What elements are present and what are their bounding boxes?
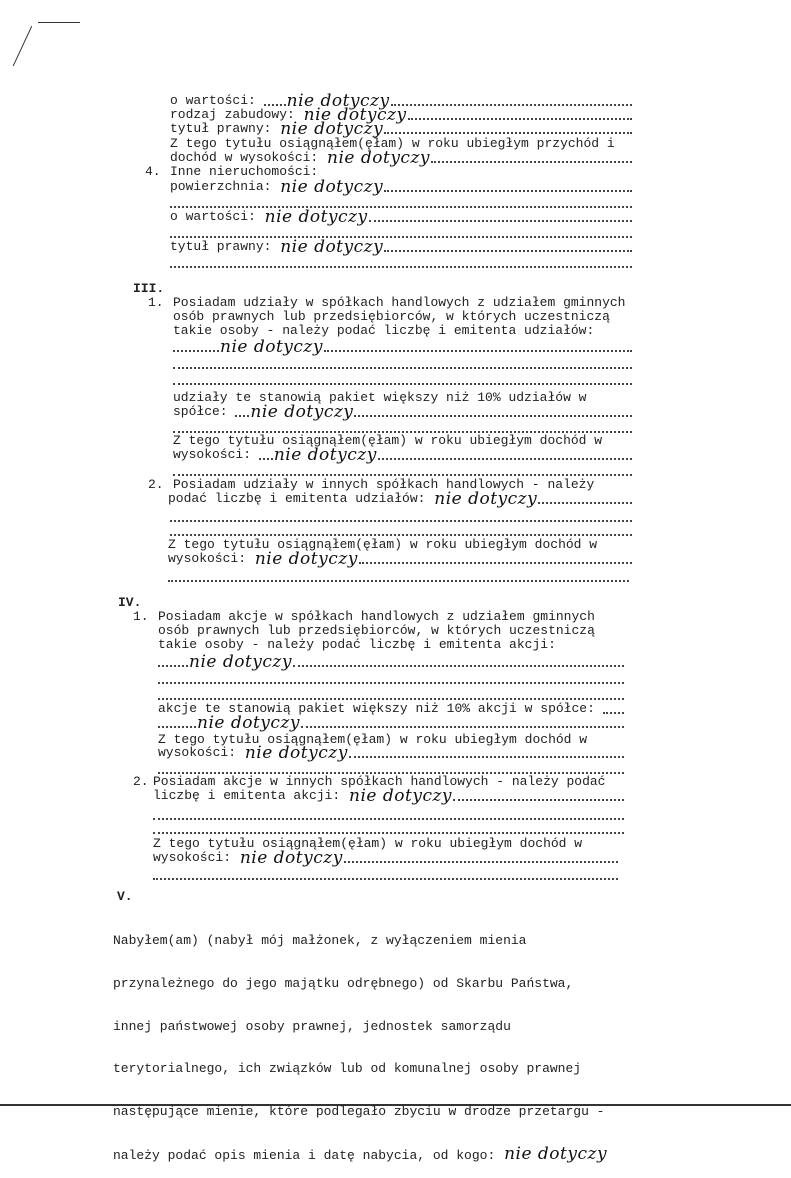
item-number: 2. xyxy=(148,477,164,492)
dotted-line xyxy=(173,373,632,387)
section-heading-iv: IV. xyxy=(118,595,142,610)
static-text: akcje te stanowią pakiet większy niż 10% akcji w spółce: xyxy=(158,701,603,716)
static-text: Posiadam akcje w innych spółkach handlowych - należy podać xyxy=(153,774,606,789)
static-text: Posiadam akcje w spółkach handlowych z udziałem gminnych xyxy=(158,609,595,624)
income-field xyxy=(158,743,624,763)
item-number: 4. xyxy=(145,164,161,179)
handwritten-answer: nie dotyczy xyxy=(220,337,323,357)
building-type-field xyxy=(170,105,632,125)
handwritten-answer: nie dotyczy xyxy=(197,713,300,733)
field-label: o wartości: xyxy=(170,93,264,108)
dotted-line xyxy=(173,357,632,371)
value-field-2 xyxy=(170,207,632,227)
scan-corner-line xyxy=(13,26,33,66)
other-shares-field xyxy=(153,786,624,806)
handwritten-answer: nie dotyczy xyxy=(504,1144,608,1165)
static-text: Z tego tytułu osiągnąłem(ęłam) w roku ubiegłym przychód i xyxy=(170,136,615,151)
handwritten-answer: nie dotyczy xyxy=(349,786,453,806)
handwritten-answer: nie dotyczy xyxy=(254,549,358,569)
stake-field xyxy=(158,713,624,733)
static-text: Nabyłem(am) (nabył mój małżonek, z wyłączeniem mienia xyxy=(113,933,527,949)
legal-title-field-2 xyxy=(170,237,632,257)
dotted-line xyxy=(158,672,624,686)
static-text: Z tego tytułu osiągnąłem(ęłam) w roku ubiegłym dochód w xyxy=(173,433,603,448)
field-label: wysokości: xyxy=(158,745,244,760)
static-text: Posiadam udziały w spółkach handlowych z udziałem gminnych xyxy=(173,295,626,310)
area-field xyxy=(170,177,632,197)
dotted-line xyxy=(153,822,624,836)
handwritten-answer: nie dotyczy xyxy=(303,105,407,125)
static-text: udziały te stanowią pakiet większy niż 10% udziałów w xyxy=(173,390,587,405)
field-label: wysokości: xyxy=(168,551,254,566)
item-number: 2. xyxy=(133,774,149,789)
dotted-line xyxy=(158,688,624,702)
field-label: należy podać opis mienia i datę nabycia, od kogo: xyxy=(113,1148,504,1164)
handwritten-answer: nie dotyczy xyxy=(244,743,348,763)
income-field xyxy=(173,445,632,465)
static-text: przynależnego do jego majątku odrębnego) od Skarbu Państwa, xyxy=(113,976,574,992)
field-label: powierzchnia: xyxy=(170,179,280,194)
static-text: Posiadam udziały w innych spółkach handlowych - należy xyxy=(173,477,595,492)
handwritten-answer: nie dotyczy xyxy=(189,652,292,672)
shares-field xyxy=(158,652,624,672)
field-label: tytuł prawny: xyxy=(170,239,280,254)
acquisition-field xyxy=(113,1144,608,1165)
field-label: wysokości: xyxy=(153,850,239,865)
dotted-line xyxy=(170,196,632,210)
dotted-line xyxy=(168,570,629,584)
static-text: Z tego tytułu osiągnąłem(ęłam) w roku ubiegłym dochód w xyxy=(168,537,598,552)
dotted-line xyxy=(170,510,632,524)
scan-corner-line xyxy=(38,22,80,23)
handwritten-answer: nie dotyczy xyxy=(434,489,538,509)
item-number: 1. xyxy=(148,295,164,310)
section-heading-iii: III. xyxy=(133,281,165,296)
income-field xyxy=(170,148,632,168)
handwritten-answer: nie dotyczy xyxy=(286,91,390,111)
legal-title-field xyxy=(170,119,632,139)
static-text: Z tego tytułu osiągnąłem(ęłam) w roku ubiegłym dochód w xyxy=(158,732,588,747)
static-text: takie osoby - należy podać liczbę i emitenta udziałów: xyxy=(173,323,595,338)
static-text: Inne nieruchomości: xyxy=(170,164,319,179)
income-field xyxy=(168,549,632,569)
static-text: takie osoby - należy podać liczbę i emitenta akcji: xyxy=(158,637,556,652)
handwritten-answer: nie dotyczy xyxy=(327,148,431,168)
handwritten-answer: nie dotyczy xyxy=(273,445,377,465)
dotted-line xyxy=(170,256,632,270)
handwritten-answer: nie dotyczy xyxy=(280,177,384,197)
other-shares-field xyxy=(168,489,632,509)
dotted-line xyxy=(170,524,632,538)
handwritten-answer: nie dotyczy xyxy=(264,207,368,227)
static-text: innej państwowej osoby prawnej, jednostek samorządu xyxy=(113,1018,511,1034)
field-label: liczbę i emitenta akcji: xyxy=(153,788,349,803)
section-v-paragraph xyxy=(113,906,608,1178)
handwritten-answer: nie dotyczy xyxy=(280,119,384,139)
field-label: spółce: xyxy=(173,404,236,419)
shares-field xyxy=(173,337,632,357)
handwritten-answer: nie dotyczy xyxy=(239,848,343,868)
field-label: o wartości: xyxy=(170,209,264,224)
static-text: Z tego tytułu osiągnąłem(ęłam) w roku ubiegłym dochód w xyxy=(153,836,583,851)
section-heading-v: V. xyxy=(117,889,133,904)
dotted-line xyxy=(153,868,618,882)
static-text: osób prawnych lub przedsiębiorców, w których uczestniczą xyxy=(158,623,595,638)
dotted-line xyxy=(170,226,632,240)
field-label: dochód w wysokości: xyxy=(170,150,327,165)
dotted-line xyxy=(153,808,624,822)
static-text: osób prawnych lub przedsiębiorców, w których uczestniczą xyxy=(173,309,610,324)
income-field xyxy=(153,848,618,868)
item-number: 1. xyxy=(133,609,149,624)
stake-field xyxy=(173,402,632,422)
static-text: terytorialnego, ich związków lub od komunalnej osoby prawnej xyxy=(113,1061,582,1077)
handwritten-answer: nie dotyczy xyxy=(280,237,384,257)
field-label: rodzaj zabudowy: xyxy=(170,107,303,122)
static-text: następujące mienie, które podlegało zbyciu w drodze przetargu - xyxy=(113,1103,605,1119)
field-label: podać liczbę i emitenta udziałów: xyxy=(168,491,434,506)
handwritten-answer: nie dotyczy xyxy=(250,402,354,422)
field-label: wysokości: xyxy=(173,447,259,462)
dotted-line xyxy=(173,464,632,478)
field-label: tytuł prawny: xyxy=(170,121,280,136)
